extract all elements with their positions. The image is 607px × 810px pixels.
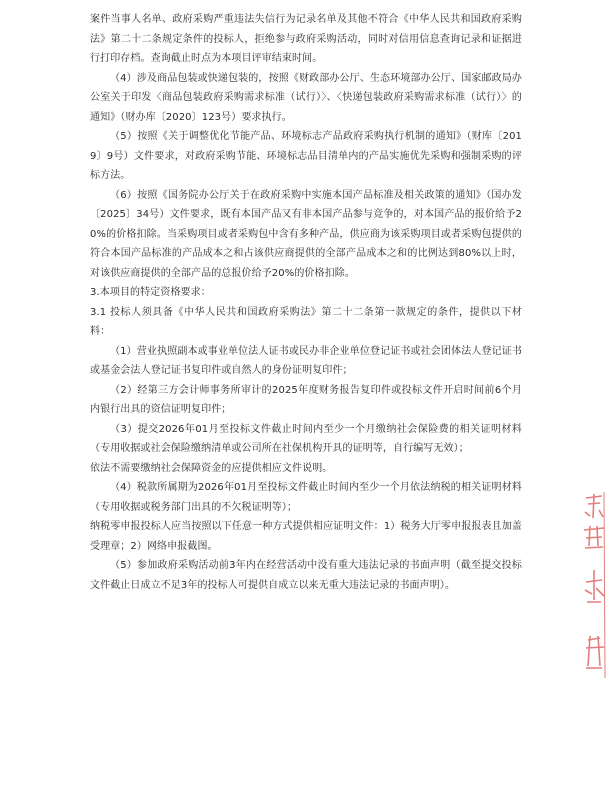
body-text xyxy=(90,10,522,595)
paragraph: （4）涉及商品包装或快递包装的，按照《财政部办公厅、生态环境部办公厅、国家邮政局办公室关于印发〈商品包装政府采购需求标准（试行）〉、〈快递包装政府采购需求标准（试行）〉的通知》（财办库〔2020〕123号）要求执行。 xyxy=(90,72,522,123)
paragraph: 依法不需要缴纳社会保障资金的应提供相应文件说明。 xyxy=(90,462,333,474)
paragraph: （4）税款所属期为2026年01月至投标文件截止时间内至少一个月依法纳税的相关证明材料（专用收据或税务部门出具的不欠税证明等）； xyxy=(90,482,522,513)
paragraph: （3）提交2026年01月至投标文件截止时间内至少一个月缴纳社会保险费的相关证明材料（专用收据或社会保险缴纳清单或公司所在社保机构开具的证明等，自行编写无效）； xyxy=(90,423,522,454)
paragraph: （1）营业执照副本或事业单位法人证书或民办非企业单位登记证书或社会团体法人登记证书或基金会法人登记证书复印件或自然人的身份证明复印件； xyxy=(90,345,522,376)
paragraph: （2）经第三方会计师事务所审计的2025年度财务报告复印件或投标文件开启时间前6个月内银行出具的资信证明复印件； xyxy=(90,384,522,415)
paragraph: 3.1 投标人须具备《中华人民共和国政府采购法》第二十二条第一款规定的条件，提供以下材料： xyxy=(90,306,522,337)
paragraph: （5）参加政府采购活动前3年内在经营活动中没有重大违法记录的书面声明（截至提交投标文件截止日成立不足3年的投标人可提供自成立以来无重大违法记录的书面声明）。 xyxy=(90,560,522,591)
paragraph: 纳税零申报投标人应当按照以下任意一种方式提供相应证明文件：1）税务大厅零申报报表且加盖受理章；2）网络申报截图。 xyxy=(90,521,522,552)
section-heading: 3.本项目的特定资格要求： xyxy=(90,287,211,298)
seal-stamp xyxy=(580,490,607,680)
paragraph: （6）按照《国务院办公厅关于在政府采购中实施本国产品标准及相关政策的通知》（国办发〔2025〕34号）文件要求，既有本国产品又有非本国产品参与竞争的，对本国产品的报价给予20%的价格扣除。当采购项目或者采购包中含有多种产品，供应商为该采购项目或者采购包提供的符合本国产品标准的产品成本之和占该供应商提供的全部产品成本之和的比例达到80%以上时，对该供应商提供的全部产品的总报价给予20%的价格扣除。 xyxy=(90,189,522,279)
paragraph: 案件当事人名单、政府采购严重违法失信行为记录名单及其他不符合《中华人民共和国政府采购法》第二十二条规定条件的投标人，拒绝参与政府采购活动，同时对信用信息查询记录和证据进行打印存档。查询截止时点为本项目评审结束时间。 xyxy=(90,14,522,64)
paragraph: （5）按照《关于调整优化节能产品、环境标志产品政府采购执行机制的通知》（财库〔2019〕9号）文件要求，对政府采购节能、环境标志品目清单内的产品实施优先采购和强制采购的评标方法。 xyxy=(90,131,522,181)
